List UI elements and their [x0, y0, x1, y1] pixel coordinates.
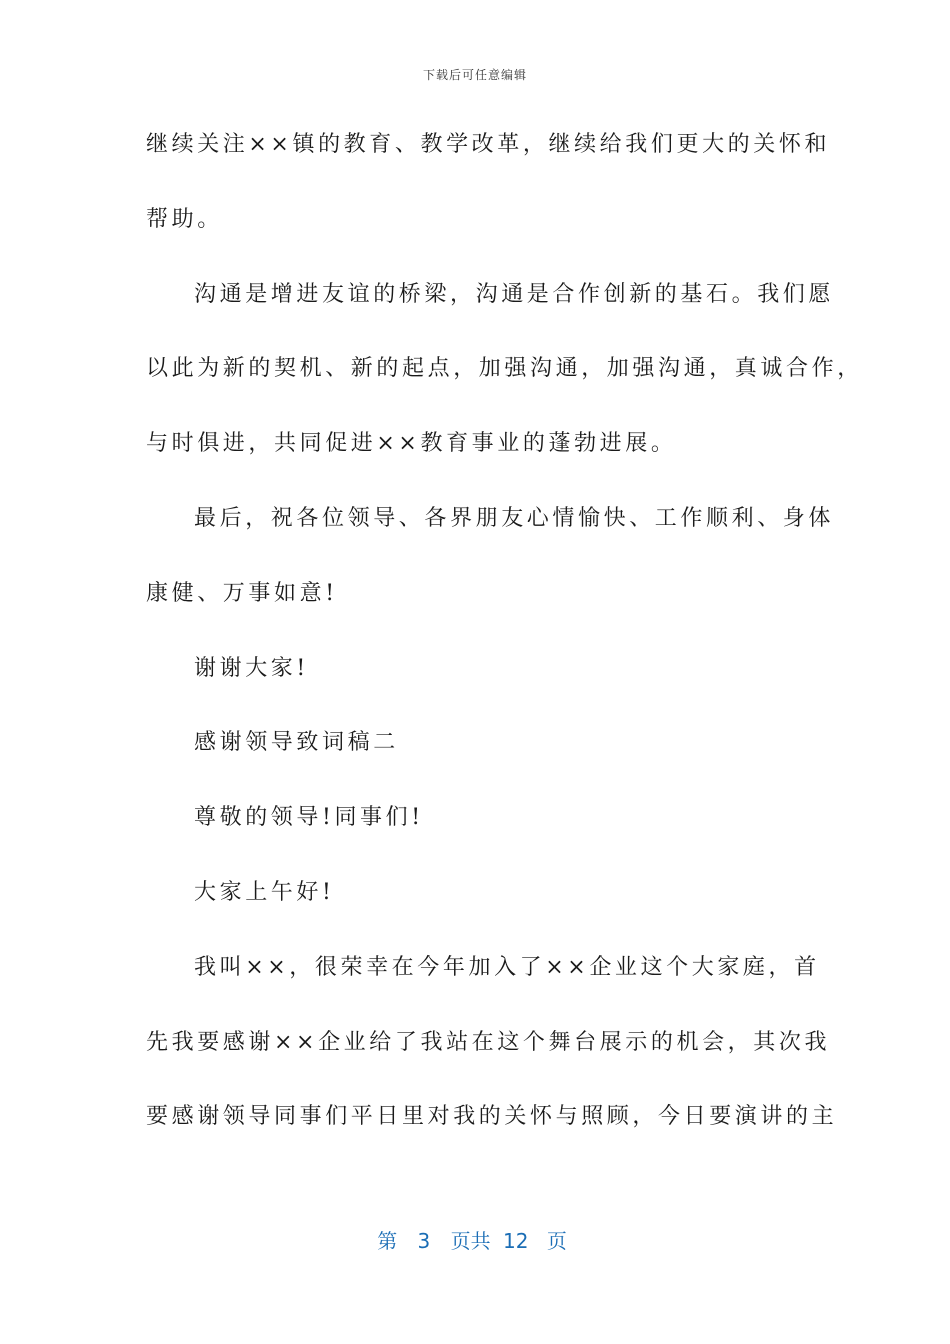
footer-label-ye: 页 [546, 1229, 567, 1253]
text-line: 最后，祝各位领导、各界朋友心情愉快、工作顺利、身体 [194, 505, 835, 531]
text-line: 先我要感谢××企业给了我站在这个舞台展示的机会，其次我 [146, 1029, 831, 1055]
section-title: 感谢领导致词稿二 [194, 730, 399, 756]
text-line: 帮助。 [146, 206, 223, 232]
page-header: 下载后可任意编辑 [422, 68, 527, 82]
footer-label-di: 第 [377, 1229, 398, 1253]
total-pages-number: 12 [503, 1229, 529, 1253]
document-body [146, 120, 863, 1167]
text-line: 谢谢大家! [194, 655, 309, 681]
text-line: 以此为新的契机、新的起点，加强沟通，加强沟通，真诚合作， [146, 356, 863, 382]
page-number-footer [0, 1225, 950, 1254]
footer-label-ye-gong: 页共 [450, 1229, 491, 1253]
text-line: 继续关注××镇的教育、教学改革，继续给我们更大的关怀和 [146, 132, 831, 157]
text-line: 大家上午好! [194, 879, 335, 905]
text-line: 沟通是增进友谊的桥梁，沟通是合作创新的基石。我们愿 [194, 281, 835, 307]
text-line: 与时俱进，共同促进××教育事业的蓬勃进展。 [146, 431, 677, 457]
current-page-number: 3 [417, 1229, 431, 1253]
text-line: 尊敬的领导!同事们! [194, 805, 424, 831]
text-line: 康健、万事如意! [146, 580, 338, 606]
text-line: 我叫××，很荣幸在今年加入了××企业这个大家庭，首 [194, 954, 820, 980]
text-line: 要感谢领导同事们平日里对我的关怀与照顾，今日要演讲的主 [146, 1104, 838, 1130]
